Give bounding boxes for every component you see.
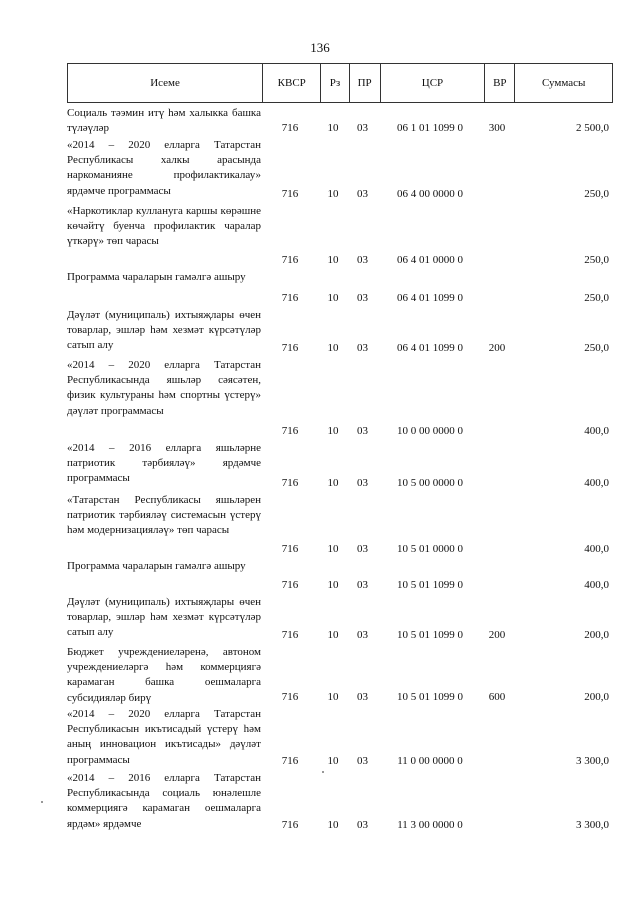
row-rz: 10 [327,578,339,591]
row-rz: 10 [327,341,339,354]
row-sum: 400,0 [584,542,609,555]
table-row [67,104,613,136]
row-vr: 200 [488,341,506,354]
row-name: «Татарстан Республикасы яшьләрен патриотик тәрбияләү системасын үстерү һәм модернизацияләү» төп чарасы [67,494,261,537]
row-kvsr: 716 [281,121,299,134]
row-pr: 03 [357,542,368,555]
row-tsr: 06 4 01 0000 0 [397,253,463,266]
scan-speck [41,801,43,803]
row-tsr: 11 3 00 0000 0 [397,818,463,831]
row-name: «2014 – 2020 елларга Татарстан Республикасында яшьләр сәясәтен, физик культураны һәм спортны үстерү» дәүләт программасы [67,359,261,417]
table-row [67,557,613,593]
row-sum: 400,0 [584,424,609,437]
table-body [67,104,613,833]
row-kvsr: 716 [281,476,299,489]
row-name: «2014 – 2020 елларга Татарстан Республикасы халкы арасында наркоманияне профилактикалау» ярдәмче программасы [67,139,261,197]
table-row [67,202,613,268]
header-rz: Рз [321,64,349,103]
row-rz: 10 [327,818,339,831]
row-rz: 10 [327,253,339,266]
row-pr: 03 [357,341,368,354]
row-tsr: 06 4 01 1099 0 [397,291,463,304]
row-kvsr: 716 [281,754,299,767]
row-pr: 03 [357,121,368,134]
header-tsr: ЦСР [380,64,485,103]
table-row [67,439,613,491]
row-tsr: 10 5 01 1099 0 [397,578,463,591]
row-sum: 200,0 [584,690,609,703]
row-rz: 10 [327,542,339,555]
row-sum: 400,0 [584,578,609,591]
header-kvsr: КВСР [263,64,321,103]
table-row [67,705,613,769]
row-sum: 250,0 [584,291,609,304]
row-kvsr: 716 [281,187,299,200]
row-sum: 3 300,0 [576,818,609,831]
row-sum: 3 300,0 [576,754,609,767]
row-kvsr: 716 [281,341,299,354]
row-tsr: 10 0 00 0000 0 [397,424,463,437]
table-row [67,769,613,833]
row-name: Программа чараларын гамәлгә ашыру [67,560,246,572]
row-sum: 250,0 [584,253,609,266]
row-tsr: 10 5 01 1099 0 [397,628,463,641]
header-vr: ВР [485,64,515,103]
row-rz: 10 [327,291,339,304]
row-rz: 10 [327,121,339,134]
row-pr: 03 [357,253,368,266]
row-sum: 250,0 [584,187,609,200]
row-rz: 10 [327,424,339,437]
row-tsr: 11 0 00 0000 0 [397,754,463,767]
row-kvsr: 716 [281,542,299,555]
row-rz: 10 [327,187,339,200]
row-sum: 2 500,0 [576,121,609,134]
row-name: Социаль тәэмин итү һәм халыкка башка түләүләр [67,107,261,135]
header-name: Исеме [68,64,263,103]
row-tsr: 06 4 00 0000 0 [397,187,463,200]
table-row [67,356,613,439]
row-vr: 300 [488,121,506,134]
row-pr: 03 [357,424,368,437]
row-kvsr: 716 [281,628,299,641]
row-tsr: 06 4 01 1099 0 [397,341,463,354]
page-number: 136 [310,40,330,55]
row-kvsr: 716 [281,818,299,831]
scan-speck [322,771,324,773]
table-row [67,491,613,557]
row-kvsr: 716 [281,253,299,266]
row-name: «2014 – 2016 елларга Татарстан Республикасында социаль юнәлешле коммерциягә карамаган оешмаларга ярдәм» ярдәмче [67,772,261,830]
row-kvsr: 716 [281,291,299,304]
row-vr: 600 [488,690,506,703]
table-row [67,593,613,643]
row-pr: 03 [357,818,368,831]
row-pr: 03 [357,628,368,641]
row-name: «2014 – 2020 елларга Татарстан Республикасын икътисадый үстерү һәм аның инновацион икътисады» дәүләт программасы [67,708,261,766]
row-rz: 10 [327,690,339,703]
header-sum: Суммасы [515,64,613,103]
row-name: Программа чараларын гамәлгә ашыру [67,271,246,283]
table-row [67,643,613,705]
row-kvsr: 716 [281,578,299,591]
row-rz: 10 [327,628,339,641]
header-pr: ПР [349,64,380,103]
table-row [67,268,613,306]
row-name: «2014 – 2016 елларга яшьләрне патриотик тәрбияләү» ярдәмче программасы [67,442,261,485]
row-tsr: 06 1 01 1099 0 [397,121,463,134]
row-name: «Наркотиклар кулланугa каршы көрәшне көчәйтү буенча профилактик чаралар үткәрү» төп чарасы [67,205,261,248]
row-sum: 400,0 [584,476,609,489]
row-sum: 250,0 [584,341,609,354]
row-rz: 10 [327,476,339,489]
row-sum: 200,0 [584,628,609,641]
row-pr: 03 [357,690,368,703]
row-pr: 03 [357,291,368,304]
row-pr: 03 [357,476,368,489]
row-tsr: 10 5 01 0000 0 [397,542,463,555]
table-row [67,136,613,202]
row-name: Дәүләт (муниципаль) ихтыяҗлары өчен товарлар, эшләр һәм хезмәт күрсәтүләр сатып алу [67,309,261,352]
row-name: Бюджет учреждениеләренә, автоном учреждениеләргә һәм коммерциягә карамаган башка оешмаларга субсидияләр бирү [67,646,261,704]
row-name: Дәүләт (муниципаль) ихтыяҗлары өчен товарлар, эшләр һәм хезмәт күрсәтүләр сатып алу [67,596,261,639]
row-rz: 10 [327,754,339,767]
table-row [67,306,613,356]
row-kvsr: 716 [281,690,299,703]
row-pr: 03 [357,578,368,591]
row-pr: 03 [357,754,368,767]
row-pr: 03 [357,187,368,200]
row-vr: 200 [488,628,506,641]
table-header [67,63,613,103]
row-kvsr: 716 [281,424,299,437]
row-tsr: 10 5 00 0000 0 [397,476,463,489]
row-tsr: 10 5 01 1099 0 [397,690,463,703]
